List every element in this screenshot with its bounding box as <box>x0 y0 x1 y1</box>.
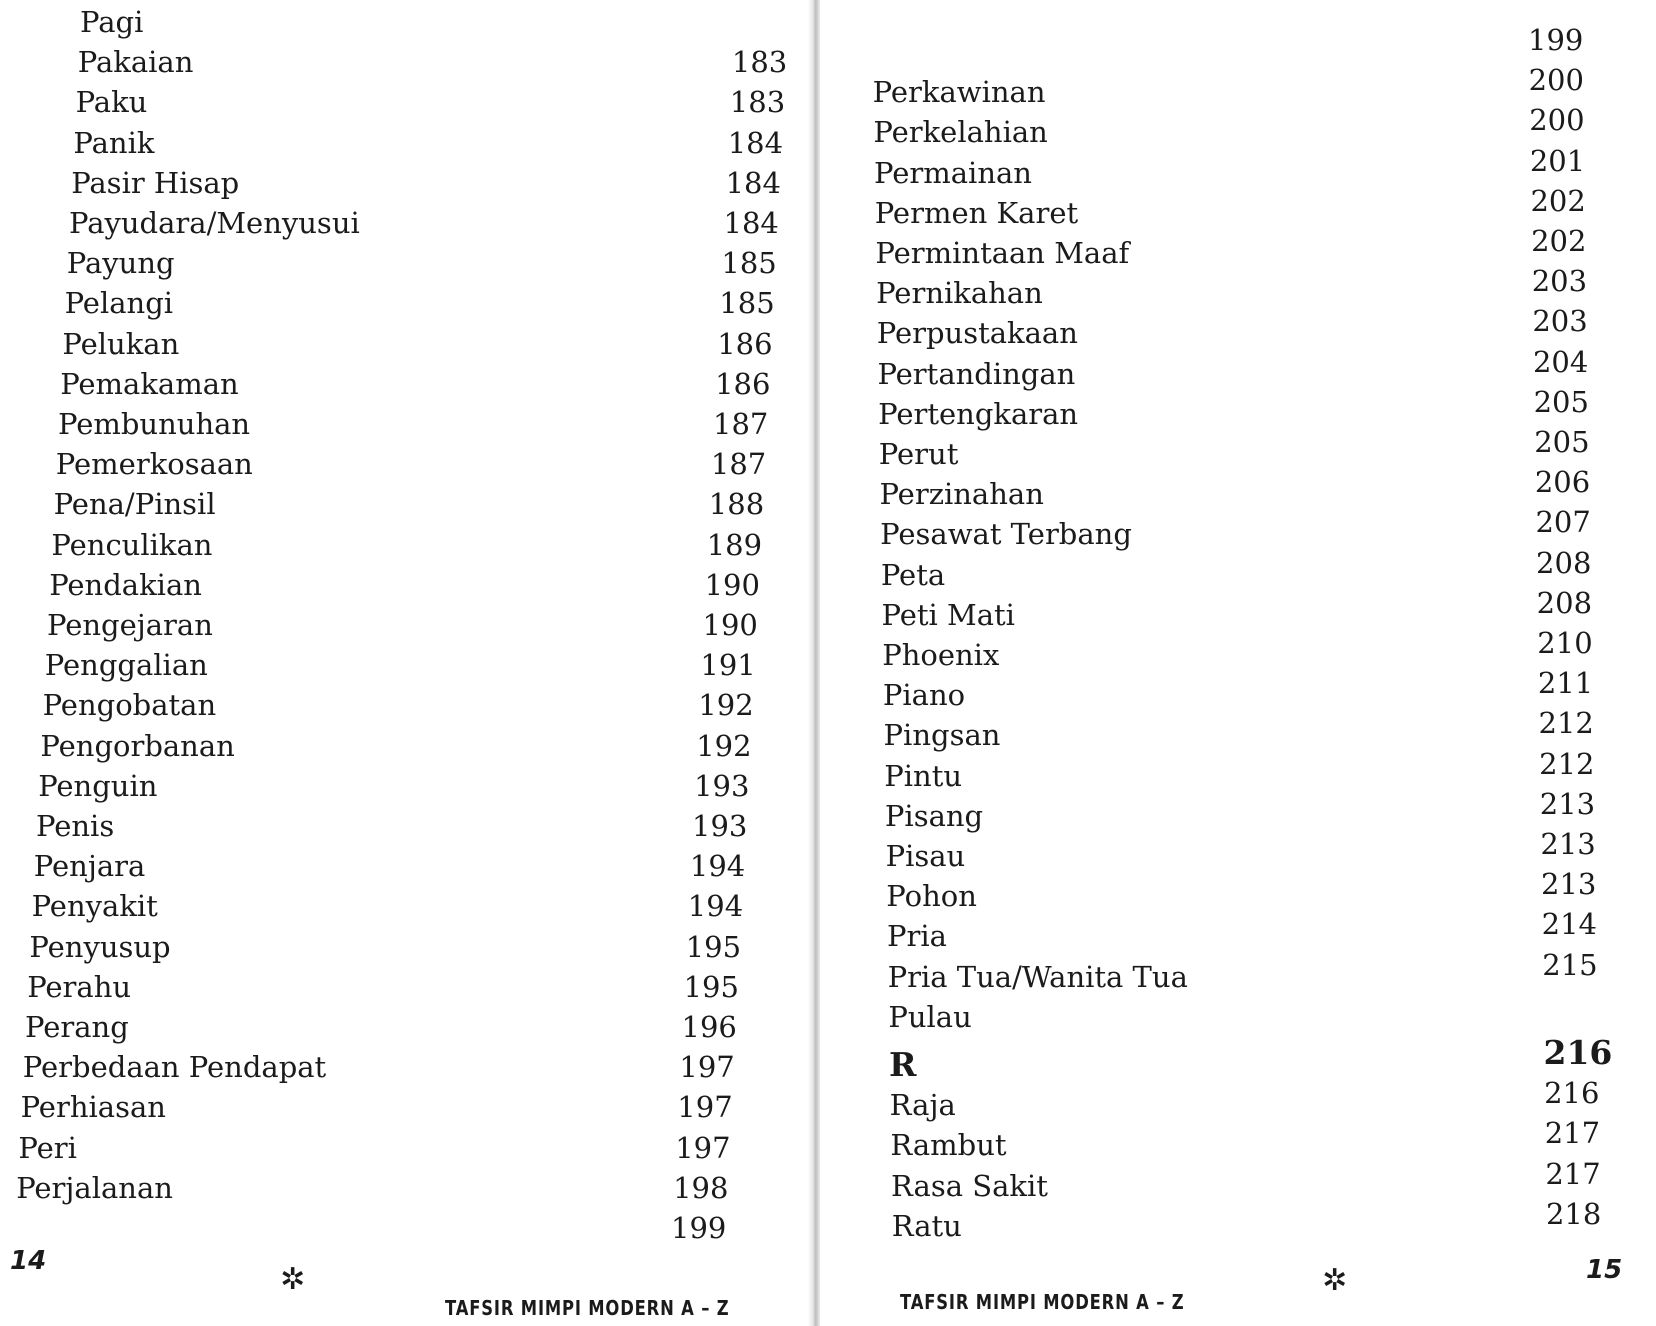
index-page-number: 193 <box>694 768 750 803</box>
index-term: Pria <box>886 919 947 954</box>
index-page-number: 184 <box>723 206 779 240</box>
index-page-number: 208 <box>1536 585 1593 620</box>
index-page-number: 193 <box>692 809 748 843</box>
index-term: Penis <box>36 809 115 843</box>
index-term: Pasir Hisap <box>71 165 240 200</box>
index-term: Permen Karet <box>874 195 1079 230</box>
index-term: Permintaan Maaf <box>875 236 1130 270</box>
index-page-number: 200 <box>1529 103 1585 138</box>
index-page-number: 197 <box>679 1050 735 1085</box>
index-term: Pernikahan <box>876 276 1043 311</box>
index-term: Peti Mati <box>881 597 1015 632</box>
index-term: Perzinahan <box>879 477 1044 512</box>
index-page-number: 199 <box>671 1211 727 1245</box>
index-page-number: 192 <box>698 688 754 723</box>
section-heading: R <box>889 1045 917 1084</box>
index-page-number: 203 <box>1531 264 1588 299</box>
index-page-number: 216 <box>1544 1076 1600 1111</box>
index-term: Pisau <box>885 839 966 873</box>
left-page <box>0 0 812 1326</box>
index-page-number: 201 <box>1529 143 1586 178</box>
index-term: Pendakian <box>49 567 202 602</box>
index-page-number: 196 <box>681 1010 737 1044</box>
index-page-number: 204 <box>1532 344 1589 379</box>
index-term: Pena/Pinsil <box>53 487 216 522</box>
index-term: Pengobatan <box>42 688 217 723</box>
index-page-number: 183 <box>729 85 786 120</box>
page-number-right: 15 <box>1586 1255 1623 1285</box>
index-page-number: 195 <box>683 969 739 1004</box>
running-title-right: TAFSIR MIMPI MODERN A – Z <box>900 1290 1185 1314</box>
index-term: Perbedaan Pendapat <box>22 1050 327 1085</box>
index-term: Pingsan <box>883 718 1001 753</box>
index-page-number: 208 <box>1536 545 1592 580</box>
index-term: Perang <box>25 1010 129 1044</box>
index-page-number: 184 <box>727 125 784 160</box>
index-page-number: 191 <box>700 648 756 683</box>
index-term: Pulau <box>888 999 972 1034</box>
index-term: Perjalanan <box>16 1170 173 1205</box>
index-page-number: 192 <box>696 728 752 763</box>
index-page-number: 183 <box>731 45 788 80</box>
index-term: Pesawat Terbang <box>880 517 1132 552</box>
index-term: Permainan <box>874 155 1032 190</box>
index-term: Pisang <box>884 798 984 833</box>
index-term: Perut <box>878 437 959 471</box>
index-term: Penjara <box>33 849 146 884</box>
index-term: Raja <box>889 1088 956 1123</box>
index-term: Rasa Sakit <box>891 1168 1048 1203</box>
index-term: Pengorbanan <box>40 728 235 763</box>
index-page-number: 210 <box>1537 626 1593 660</box>
index-page-number: 200 <box>1528 63 1584 98</box>
index-page-number: 203 <box>1532 304 1588 339</box>
index-page-number: 207 <box>1535 505 1591 540</box>
index-page-number: 213 <box>1541 867 1597 902</box>
index-term: Pria Tua/Wanita Tua <box>887 959 1188 994</box>
index-page-number: 218 <box>1545 1196 1602 1231</box>
index-page-number: 213 <box>1539 786 1596 821</box>
index-term: Pengejaran <box>47 608 213 642</box>
index-page-number: 190 <box>702 608 758 642</box>
index-page-number: 186 <box>717 326 773 361</box>
ornament-icon: ✲ <box>280 1262 306 1297</box>
index-term: Pohon <box>886 879 977 914</box>
index-page-number: 202 <box>1530 183 1586 218</box>
index-term: Peri <box>18 1130 77 1165</box>
index-term: Pelukan <box>62 326 180 361</box>
index-term: Pakaian <box>77 45 194 80</box>
index-page-number: 217 <box>1545 1156 1601 1191</box>
index-page-number: 198 <box>673 1170 729 1205</box>
section-page-number: 216 <box>1543 1033 1613 1072</box>
ornament-icon: ✲ <box>1322 1263 1348 1298</box>
index-term: Perahu <box>27 969 132 1004</box>
index-page-number: 190 <box>704 567 760 602</box>
index-list-left <box>0 0 812 1326</box>
index-page-number: 195 <box>685 929 742 964</box>
index-term: Phoenix <box>882 638 1000 672</box>
index-term: Penculikan <box>51 527 213 562</box>
index-term: Penyusup <box>29 929 171 964</box>
index-page-number: 206 <box>1534 465 1591 500</box>
index-term: Pertengkaran <box>878 396 1079 431</box>
index-page-number: 194 <box>687 889 744 924</box>
index-page-number: 205 <box>1533 384 1589 419</box>
index-page-number: 211 <box>1537 666 1594 701</box>
index-term: Payudara/Menyusui <box>69 206 360 240</box>
index-term: Pagi <box>80 5 144 39</box>
index-page-number: 202 <box>1531 224 1587 258</box>
index-page-number: 185 <box>721 246 777 281</box>
index-page-number: 188 <box>708 487 765 522</box>
index-page-number: 184 <box>725 165 781 200</box>
index-page-number: 189 <box>706 527 763 562</box>
index-term: Ratu <box>891 1208 962 1243</box>
index-term: Piano <box>882 678 966 713</box>
index-term: Panik <box>73 125 155 160</box>
index-term: Pemakaman <box>60 366 239 401</box>
index-page-number: 186 <box>715 366 771 401</box>
index-page-number: 194 <box>689 849 746 884</box>
page-number-left: 14 <box>10 1246 47 1276</box>
index-term: Payung <box>66 246 175 281</box>
index-term: Perkelahian <box>873 115 1048 150</box>
index-term: Perhiasan <box>20 1090 166 1125</box>
index-term: Penggalian <box>44 648 208 683</box>
index-term: Perpustakaan <box>876 316 1078 351</box>
index-term: Pertandingan <box>877 356 1076 391</box>
index-page-number: 199 <box>1528 23 1584 57</box>
index-term: Pembunuhan <box>58 407 251 441</box>
index-page-number: 217 <box>1544 1116 1601 1151</box>
index-list-right <box>820 0 1656 1326</box>
index-term: Paku <box>75 85 148 120</box>
index-term: Perkawinan <box>872 75 1046 110</box>
index-page-number: 187 <box>710 447 767 482</box>
index-term: Rambut <box>890 1128 1007 1163</box>
index-page-number: 213 <box>1540 827 1596 861</box>
index-page-number: 215 <box>1542 947 1598 982</box>
index-term: Pintu <box>884 758 963 793</box>
index-page-number: 214 <box>1541 907 1597 942</box>
running-title-left: TAFSIR MIMPI MODERN A – Z <box>445 1296 730 1320</box>
index-term: Pelangi <box>64 286 174 321</box>
index-page-number: 185 <box>719 286 775 321</box>
index-page-number: 205 <box>1534 425 1590 459</box>
right-page <box>820 0 1656 1326</box>
index-term: Penguin <box>38 768 158 803</box>
index-term: Pemerkosaan <box>55 447 253 482</box>
index-page-number: 197 <box>677 1090 733 1125</box>
index-page-number: 212 <box>1539 746 1595 781</box>
index-page-number: 197 <box>675 1130 731 1165</box>
index-page-number: 212 <box>1538 706 1594 741</box>
index-term: Penyakit <box>31 889 158 924</box>
index-term: Peta <box>880 557 946 592</box>
index-page-number: 187 <box>713 407 769 441</box>
